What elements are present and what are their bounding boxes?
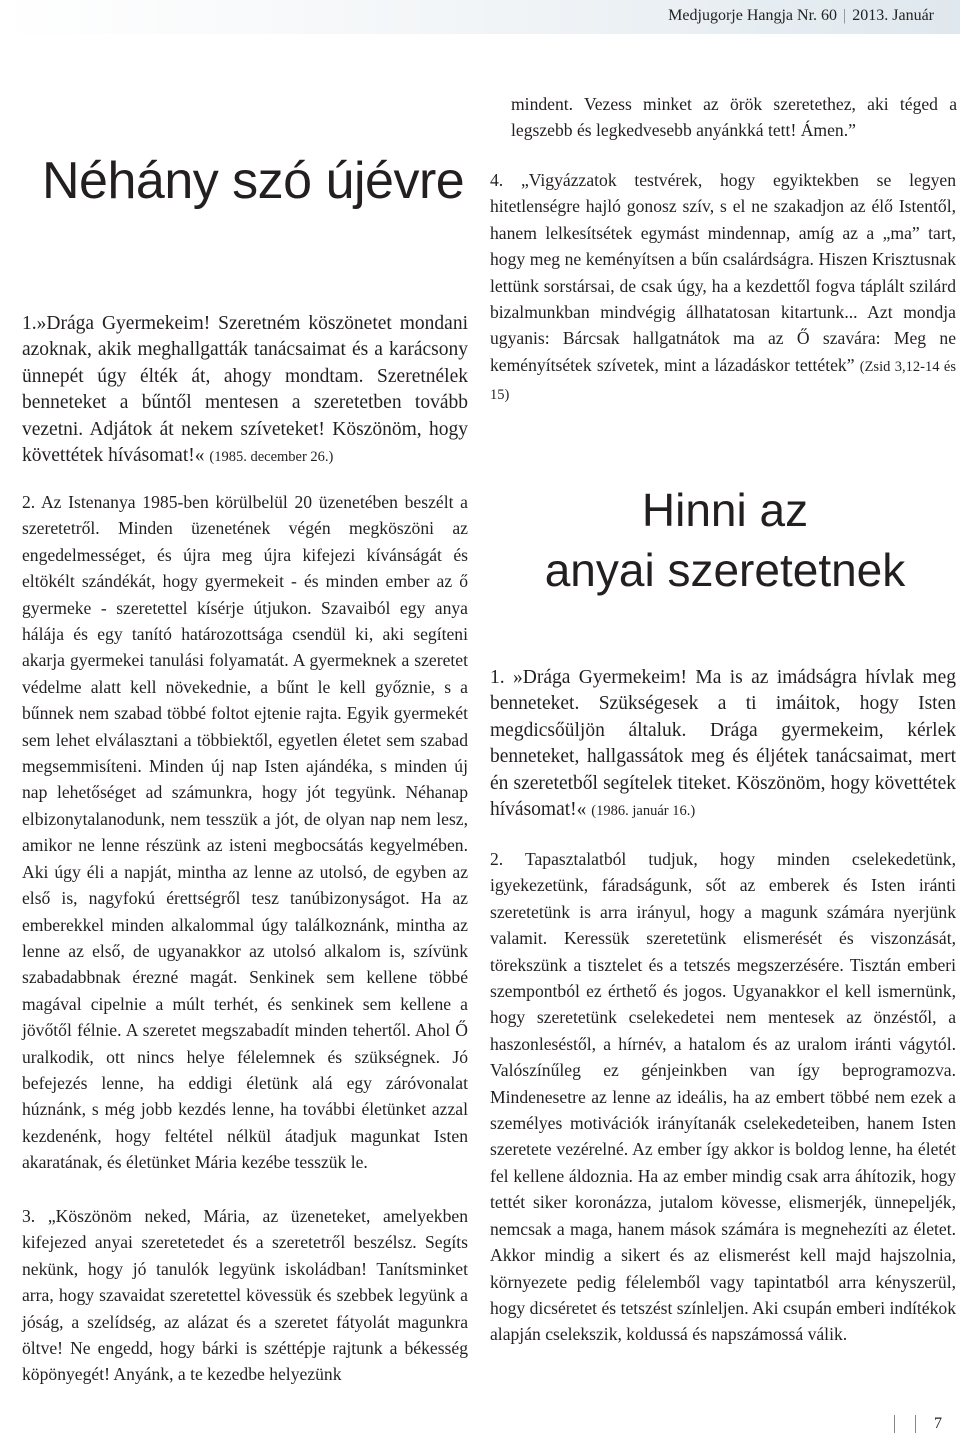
scripture-reference: (Zsid 3,12-14 és 15) xyxy=(490,358,956,404)
commentary-paragraph-2: 2. Az Istenanya 1985-ben körülbelül 20 üzenetében beszélt a szeretetről. Minden üzenetének végén megköszöni az engedelmességet, és újra meg újra kifejezi kívánságát és eltökélt szándékát, hogy gyermekeit - és minden ember az ő gyermeke - szeretettel kísérje útjukon. Szavaiból egy anya hálája és egy tanító határozottsága csendül ki, aki segíteni akarja gyermekei tanulási folyamatát. A gyermeknek a szeretet védelme alatt kell növekednie, a bűnt le kell győznie, s a bűnnek nem szabad többé foltot ejtenie rajta. Egyik gyermekét sem lehet elválasztani a többiektől, egyetlen életet sem szabad megsemmisíteni. Minden új nap Isten ajándéka, s minden új nap lehetőséget ad számunkra, hogy jót tegyünk. Néhanap elbizonytalanodunk, nem tesszük a jót, de olyan nap nem lesz, amikor ne lenne részünk az isteni megbocsátás kegyelmében. Aki úgy éli a napját, mintha az lenne az utolsó, de egyben az első is, nagyfokú érettségről tesz tanúbizonyságot. Ha az emberekkel minden alkalommal úgy találkoznánk, mintha az lenne az első, de ugyanakkor az utolsó alkalom is, szívünk szabadabbnak érezné magát. Senkinek sem kellene többé magával cipelnie a múlt terhét, és senkinek sem kellene a jövőtől félnie. A szeretet megszabadít minden tehertől. Ahol Ő uralkodik, ott nincs helye félelemnek és szükségnek. Jó befejezés lenne, ha eddigi életünk alá egy záróvonalat húznánk, s még jobb kezdés lenne, ha további életünket azzal kezdenénk, hogy feltétel nélkül átadjuk magunkat Isten akaratának, és életünket Mária kezébe tesszük le. xyxy=(22,492,468,1173)
scripture-paragraph-4: 4. „Vigyázzatok testvérek, hogy egyiktekben se legyen hitetlenségre hajló gonosz szív, s el ne szakadjon az élő Istentől, hanem lelkesítsétek egymást mindennap, amíg az a „ma” tart, hogy meg ne keményítsen a bűn csalárdságra. Hiszen Krisztusnak lettünk sorstársai, de csak úgy, ha a kezdettől fogva táplált szilárd bizalmunkban mindvégig állhatatosan kitartunk... Azt mondja ugyanis: Bárcsak hallgatnátok ma az Ő szavára: Meg ne keményítsétek szívetek, mint a lázadáskor tettétek” (Zsid 3,12-14 és 15) xyxy=(490,170,956,404)
article-title-2-line1: Hinni az xyxy=(641,484,809,536)
message-date: (1985. december 26.) xyxy=(209,449,334,466)
header-bar xyxy=(0,0,960,34)
magazine-name: Medjugorje Hangja xyxy=(668,7,794,24)
article-title-1: Néhány szó újévre xyxy=(42,152,465,210)
message-paragraph-1: 1.»Drága Gyermekeim! Szeretném köszönetet mondani azoknak, akik meghallgatták tanácsaimat és a karácsony ünnepét úgy élték át, ahogy mondtam. Szeretnélek benneteket a bűntől mentesen a szeretetben tovább vezetni. Adjátok át nekem szíveteket! Köszönöm, hogy követtétek hívásomat!« (1985. december 26.) xyxy=(22,313,468,467)
page-number: 7 xyxy=(934,1415,942,1432)
message-paragraph-1b: 1. »Drága Gyermekeim! Ma is az imádságra hívlak meg benneteket. Szükségesek a ti imáitok, hogy Isten megdicsőüljön általuk. Drága gyermekeim, kérlek benneteket, hallgassátok meg és éljétek tanácsaimat, mert én szeretetből segítelek titeket. Köszönöm, hogy követtétek hívásomat!« (1986. január 16.) xyxy=(490,667,957,821)
commentary-paragraph-2b: 2. Tapasztalatból tudjuk, hogy minden cselekedetünk, igyekezetünk, fáradságunk, sőt az emberek és Isten iránti szeretetünk is arra irányul, hogy a magunk számára nyerjünk valamit. Keressük szeretetünk elismerését és viszonzását, törekszünk a tisztelet és a tetszés megszerzésére. Tisztán emberi szempontból ez érthető és jogos. Ugyanakkor el kell ismernünk, hogy szeretetünk cselekedetei nem mentesek az önzéstől, a haszonleséstől, a hírnév, a hatalom és az uralom iránti vágytól. Valószínűleg ez génjeinkben van így beprogramozva. Mindenesetre az lenne az ideális, ha az embert többé nem ezek a személyes motivációk irányítanák cselekedeteiben, hanem Isten szeretete vezérelné. Az ember így akkor is boldog lenne, ha életét fel kellene áldoznia. Ha az ember mindig csak arra áhítozik, hogy tettét siker koronázza, jutalom kövesse, elismerjék, ünnepeljék, nemcsak a maga, hanem mások számára is megnehezíti az életet. Akkor mindig a sikert és az elismerést kell majd hajszolnia, környezete pedig félelemből vagy tapintatból arra kényszerül, hogy dicséretet és tetszést színleljen. Aki csupán emberi indítékok alapján cselekszik, koldussá és napszámossá válik. xyxy=(490,849,956,1345)
message-date-2: (1986. január 16.) xyxy=(591,803,696,820)
article-title-2 xyxy=(490,480,960,600)
prayer-paragraph-3: 3. „Köszönöm neked, Mária, az üzeneteket, amelyekben kifejezed anyai szeretetedet és a szeretetről beszélsz. Segíts nekünk, hogy jó tanulók legyünk iskoládban! Tanítsminket arra, hogy szavaidat szeretettel kövessük és szebbek legyünk a jóság, a szelídség, az alázat és a szeretet fátyolát magunkra öltve! Ne engedd, hogy bárki is széttépje rajtunk a békesség köpönyegét! Anyánk, a te kezedbe helyezünk xyxy=(22,1206,468,1385)
article-title-2-line2: anyai szeretetnek xyxy=(544,544,906,596)
footer-rule xyxy=(894,1415,916,1433)
prayer-continuation: mindent. Vezess minket az örök szeretethez, aki téged a legszebb és legkedvesebb anyánkká tett! Ámen.” xyxy=(511,94,957,141)
running-header: Medjugorje Hangja Nr. 60 | 2013. Január xyxy=(668,7,934,24)
issue-number: Nr. 60 xyxy=(797,7,838,24)
issue-date: 2013. Január xyxy=(852,7,934,24)
